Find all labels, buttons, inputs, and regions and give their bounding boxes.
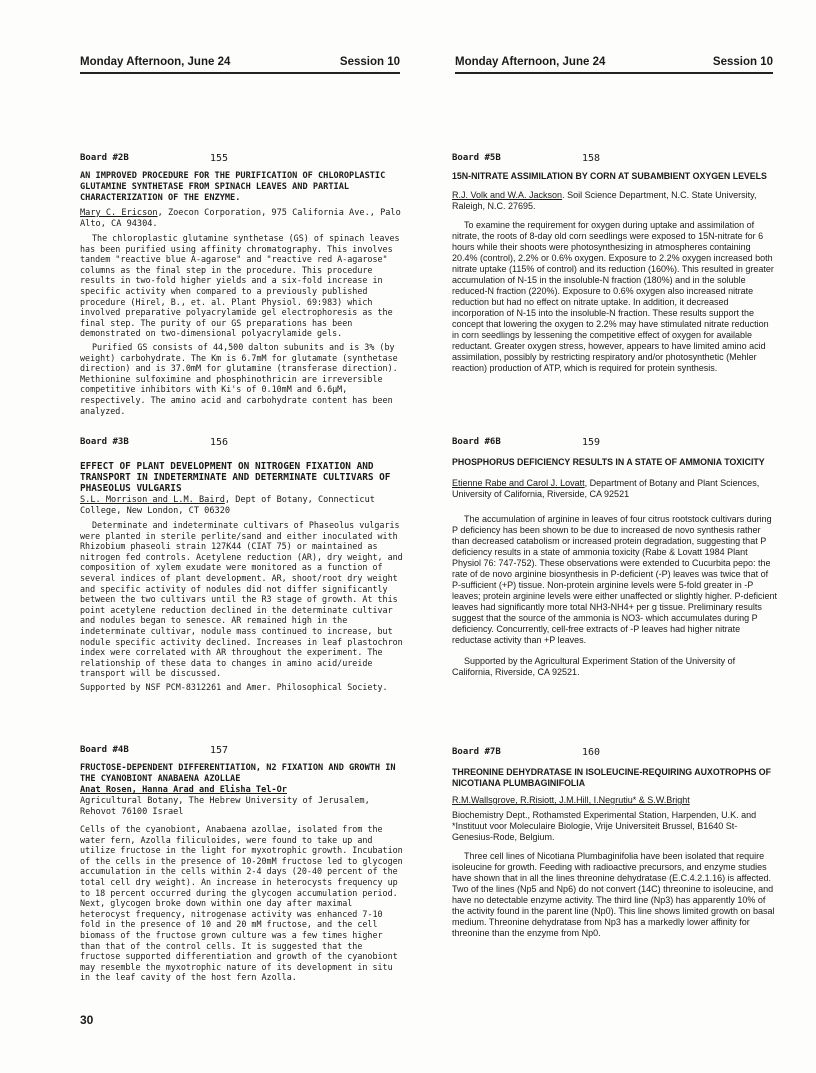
author-affiliation: Biochemistry Dept., Rothamsted Experimental Station, Harpenden, U.K. and *Instituut voor Moleculaire Biologie, Vrije Universiteit Brussel, B1640 St-Genesius-Rode, Belgium. [452, 810, 757, 842]
board-label: Board #7B [452, 747, 501, 757]
abstract-number: 157 [210, 745, 229, 756]
abstract-number: 158 [582, 153, 601, 164]
abstract-authors-block [452, 190, 778, 212]
abstract-number: 160 [582, 747, 601, 758]
abstract-authors-block [452, 795, 778, 843]
author-names: S.L. Morrison and L.M. Baird [80, 495, 225, 505]
abstract-body [452, 514, 778, 678]
author-names: Anat Rosen, Hanna Arad and Elisha Tel-Or [80, 785, 287, 795]
header-day-left: Monday Afternoon, June 24 [80, 56, 231, 68]
body-paragraph: Cells of the cyanobiont, Anabaena azollae, isolated from the water fern, Azolla filiculoides, were found to take up and utilize fructose in the light for myxotrophic growth. Incubation of the cells in the presence of 10-20mM fructose led to glycogen accumulation in the cells within 2-4 days (20-40 percent of the total cell dry weight). An increase in heterocysts frequency up to 18 percent occurred during the glycogen accumulation period. Next, glycogen broke down within one day after maximal heterocyst frequency, nitrogenase activity was enhanced 7-10 fold in the presence of 10 and 20 mM fructose, and the cell biomass of the fructose grown culture was a few times higher than that of the control cells. It is suggested that the fructose supported differentiation and growth of the cyanobiont may resemble the myxotrophic nature of its development in situ in the leaf cavity of the host fern Azolla. [80, 824, 403, 983]
abstract-title: PHOSPHORUS DEFICIENCY RESULTS IN A STATE OF AMMONIA TOXICITY [452, 457, 765, 467]
body-paragraph: Three cell lines of Nicotiana Plumbaginifolia have been isolated that require isoleucine for growth. Feeding with radioactive precursors, and enzyme studies have shown that in all the lines threonine dehydratase (E.C.4.2.1.16) is affected. Two of the lines (Np5 and Np6) do not convert (14C) threonine to isoleucine, and have no detectable enzyme activity. The third line (Np3) has apparently 10% of the activity found in the parent line (Np0). This line shows limited growth on basal medium. Threonine dehydratase from Np3 has a markedly lower affinity for threonine than the enzyme from Np0. [452, 851, 775, 938]
author-names: R.J. Volk and W.A. Jackson [452, 190, 563, 200]
abstract-authors-block [80, 495, 406, 517]
body-paragraph: Determinate and indeterminate cultivars of Phaseolus vulgaris were planted in sterile perlite/sand and either inoculated with Rhizobium phaseoli strain 127K44 (CIAT 75) or maintained as nitrogen fed controls. Acetylene reduction (AR), dry weight, and composition of xylem exudate were monitored as a function of several indices of plant development. AR, shoot/root dry weight and specific activity of nodules did not differ significantly between the two cultivars until the R3 stage of growth. At this point acetylene reduction declined in the determinate cultivar and nodules began to senesce. AR remained high in the indeterminate cultivar, nodule mass continued to increase, but nodule specific activity declined. Increases in leaf plastochron index were correlated with AR throughout the experiment. The relationship of these data to changes in amino acid/ureide transport will be discussed. [80, 520, 403, 679]
abstract-158 [452, 153, 778, 377]
header-rule-right [455, 72, 773, 74]
abstract-156 [80, 437, 406, 696]
header-session-left: Session 10 [339, 56, 400, 68]
abstract-title: EFFECT OF PLANT DEVELOPMENT ON NITROGEN FIXATION AND TRANSPORT IN INDETERMINATE AND DETERMINATE CULTIVARS OF PHASEOLUS VULGARIS [80, 461, 391, 494]
author-affiliation: , Zoecon Corporation, 975 California Ave., Palo Alto, CA 94304. [80, 208, 401, 229]
abstract-authors-block [452, 478, 778, 500]
abstract-authors-block [80, 208, 406, 230]
header-session-right: Session 10 [712, 56, 773, 68]
abstract-number: 156 [210, 437, 229, 448]
author-names: Mary C. Ericson [80, 208, 158, 218]
board-label: Board #2B [80, 153, 129, 163]
abstract-157 [80, 745, 406, 986]
body-paragraph: To examine the requirement for oxygen during uptake and assimilation of nitrate, the roots of 8-day old corn seedlings were exposed to 15N-nitrate for 6 hours while their shoots were photosynthesizing in atmospheres containing 20.4% (control), 2.2% or 0.6% oxygen. Exposure to 2.2% oxygen increased both nitrate uptake (115% of control) and its reduction (160%). This resulted in greater accumulation of N-15 in the insoluble-N fraction (180%) and in the soluble reduced-N fraction (220%). Exposure to 0.6% oxygen also increased nitrate reduction but had no effect on nitrate uptake. In addition, it decreased incorporation of N-15 into the insoluble-N fraction. These results support the concept that lowering the oxygen to 2.2% may have stimulated nitrate reduction in corn seedlings by lessening the competitive effect of oxygen for available reductant. Greater oxygen stress, however, appears to have limited amino acid assimilation, possibly by restricting respiratory and/or photosynthetic (Mehler reaction) production of ATP, which is required for protein synthesis. [452, 220, 774, 373]
abstract-title: THREONINE DEHYDRATASE IN ISOLEUCINE-REQUIRING AUXOTROPHS OF NICOTIANA PLUMBAGINIFOLIA [452, 767, 771, 788]
header-rule-left [80, 72, 400, 74]
abstract-title: AN IMPROVED PROCEDURE FOR THE PURIFICATION OF CHLOROPLASTIC GLUTAMINE SYNTHETASE FROM SPINACH LEAVES AND PARTIAL CHARACTERIZATION OF THE ENZYME. [80, 171, 386, 203]
page-number: 30 [80, 1013, 94, 1027]
board-label: Board #6B [452, 437, 501, 447]
board-label: Board #4B [80, 745, 129, 755]
board-label: Board #3B [80, 437, 129, 447]
abstract-authors-block [80, 785, 406, 818]
abstract-title: 15N-NITRATE ASSIMILATION BY CORN AT SUBAMBIENT OXYGEN LEVELS [452, 171, 767, 181]
header-day-right: Monday Afternoon, June 24 [455, 56, 606, 68]
abstract-body [452, 851, 778, 939]
abstract-body [80, 824, 406, 983]
abstract-159 [452, 437, 778, 681]
running-header-right [455, 56, 773, 68]
abstract-body [80, 233, 406, 416]
running-header-left [80, 56, 400, 68]
abstract-number: 159 [582, 437, 601, 448]
board-label: Board #5B [452, 153, 501, 163]
author-affiliation: , Dept of Botany, Connecticut College, New London, CT 06320 [80, 495, 375, 516]
body-paragraph: Supported by the Agricultural Experiment Station of the University of California, Riverside, CA 92521. [452, 656, 736, 677]
author-names: Etienne Rabe and Carol J. Lovatt [452, 478, 585, 488]
author-affiliation: . Soil Science Department, N.C. State University, Raleigh, N.C. 27695. [452, 190, 757, 211]
abstract-body [452, 220, 778, 374]
abstract-155 [80, 153, 406, 419]
body-paragraph: The accumulation of arginine in leaves of four citrus rootstock cultivars during P deficiency has been shown to be due to increased de novo synthesis rather than decreased catabolism or increased protein degradation, suggesting that P deficiency results in a state of ammonia toxicity (Rabe & Lovatt 1984 Plant Physiol 76: 747-752). These observations were extended to Cucurbita pepo: the rate of de novo arginine biosynthesis in P-deficient (-P) leaves was twice that of P-sufficient (+P) tissue. Non-protein arginine levels were 5-fold greater in -P leaves; protein arginine levels were either unaffected or slightly higher. P-deficient leaves had significantly more total NH3-NH4+ per g tissue. Preliminary results suggest that the source of the ammonia is NO3- which accumulates during P deficiency. Concurrently, cell-free extracts of -P leaves had higher nitrate reductase activity than +P leaves. [452, 514, 778, 645]
author-affiliation: , Department of Botany and Plant Sciences, University of California, Riverside, CA 92521 [452, 478, 760, 499]
abstract-number: 155 [210, 153, 229, 164]
abstract-160 [452, 747, 778, 942]
abstract-body [80, 520, 406, 693]
body-paragraph: Supported by NSF PCM-8312261 and Amer. Philosophical Society. [80, 681, 388, 692]
author-affiliation: Agricultural Botany, The Hebrew University of Jerusalem, Rehovot 76100 Israel [80, 796, 370, 817]
abstract-title: FRUCTOSE-DEPENDENT DIFFERENTIATION, N2 FIXATION AND GROWTH IN THE CYANOBIONT ANABAENA AZOLLAE [80, 763, 396, 784]
body-paragraph: The chloroplastic glutamine synthetase (GS) of spinach leaves has been purified using affinity chromatography. This involves tandem "reactive blue A-agarose" and "reactive red A-agarose" columns as the final step in the procedure. This procedure results in two-fold higher yields and a six-fold increase in specific activity when compared to a previously published procedure (Hirel, B., et. al. Plant Physiol. 69:983) which involved preparative polyacrylamide gel electrophoresis as the final step. The purity of our GS preparations has been demonstrated on two-dimensional polyacrylamide gels. [80, 233, 400, 339]
body-paragraph: Purified GS consists of 44,500 dalton subunits and is 3% (by weight) carbohydrate. The Km is 6.7mM for glutamate (synthetase direction) and is 37.0mM for glutamine (transferase direction). Methionine sulfoximine and phosphinothricin are irreversible competitive inhibitors with Ki's of 0.10mM and 6.6μM, respectively. The amino acid and carbohydrate content has been analyzed. [80, 341, 398, 416]
author-names: R.M.Wallsgrove, R.Risiott, J.M.Hill, I.Negrutiu* & S.W.Bright [452, 795, 690, 805]
